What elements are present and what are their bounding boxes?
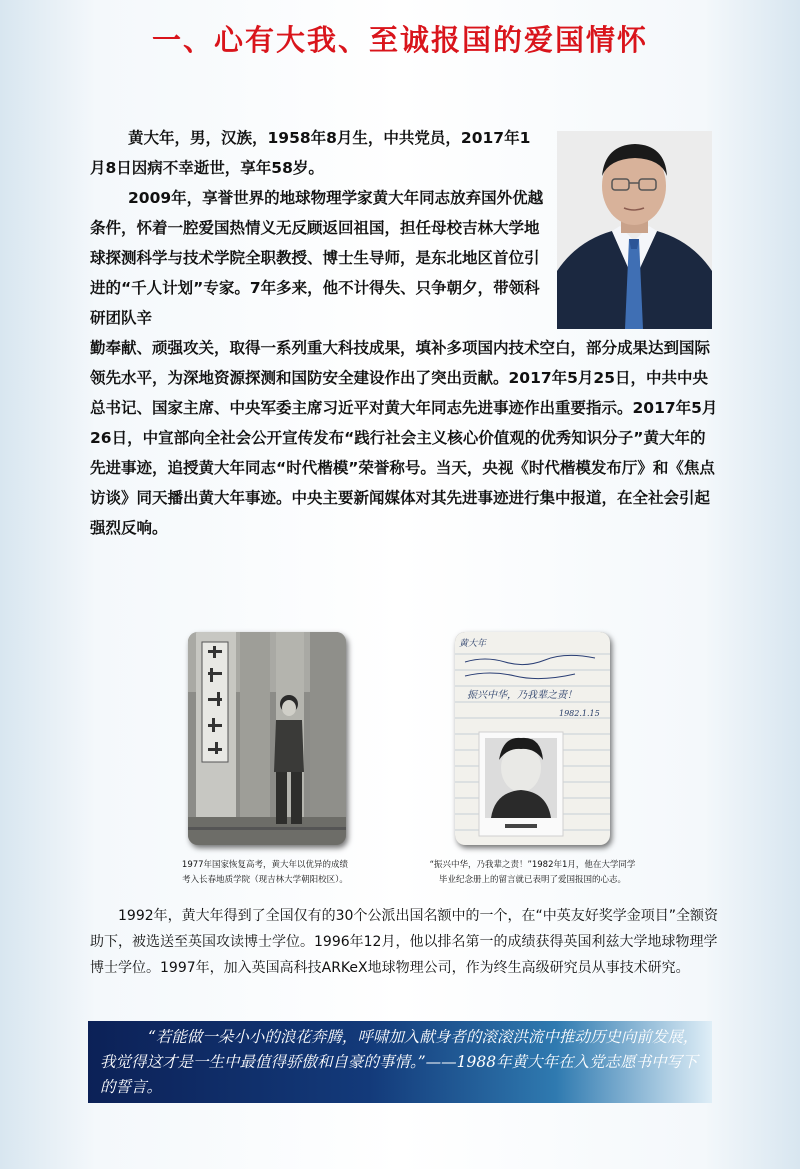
paragraph-2009-part2: 勤奉献、顽强攻关，取得一系列重大科技成果，填补多项国内技术空白，部分成果达到国际领先水平，为深地资源探测和国防安全建设作出了突出贡献。2017年5月25日，中共中央总书记、国家主席、中央军委主席习近平对黄大年同志先进事迹作出重要指示。2017年5月26日，中宣部向全社会公开宣传发布“践行社会主义核心价值观的优秀知识分子”黄大年的先进事迹，追授黄大年同志“时代楷模”荣誉称号。当天，央视《时代楷模发布厅》和《焦点访谈》同天播出黄大年事迹。中央主要新闻媒体对其先进事迹进行集中报道，在全社会引起强烈反响。	[90, 339, 718, 537]
caption-left-line1: 1977年国家恢复高考，黄大年以优异的成绩	[181, 860, 349, 870]
caption-left-line2: 考入长春地质学院（现吉林大学朝阳校区）。	[182, 875, 348, 885]
handwriting-motto: 振兴中华，乃我辈之责！	[467, 690, 577, 701]
quote-banner	[88, 1021, 712, 1103]
handwriting-date: 1982.1.15	[559, 709, 600, 718]
caption-right-line2: 毕业纪念册上的留言就已表明了爱国报国的心志。	[438, 875, 626, 885]
intro-paragraph: 黄大年，男，汉族，1958年8月生，中共党员，2017年1月8日因病不幸逝世，享年58岁。	[90, 129, 531, 177]
paragraph-1992: 1992年，黄大年得到了全国仅有的30个公派出国名额中的一个，在“中英友好奖学金项目”全额资助下，被选送至英国攻读博士学位。1996年12月，他以排名第一的成绩获得英国利兹大学地球物理学博士学位。1997年，加入英国高科技ARKeX地球物理公司，作为终生高级研究员从事技术研究。	[90, 908, 718, 976]
section-title: 一、心有大我、至诚报国的爱国情怀	[151, 23, 648, 57]
photo-college-entrance	[188, 632, 346, 845]
paragraph-2009-part1: 2009年，享誉世界的地球物理学家黄大年同志放弃国外优越条件，怀着一腔爱国热情义无反顾返回祖国，担任母校吉林大学地球探测科学与技术学院全职教授、博士生导师，是东北地区首位引进的“千人计划”专家。7年多来，他不计得失、只争朝夕，带领科研团队辛	[90, 189, 544, 327]
caption-right-line1: “振兴中华，乃我辈之责！”1982年1月，他在大学同学	[429, 860, 636, 870]
portrait-photo	[557, 131, 712, 329]
caption-right	[400, 858, 665, 888]
photo-yearbook-message	[455, 632, 610, 845]
caption-left	[150, 858, 380, 888]
handwriting-name: 黄大年	[459, 639, 487, 649]
quote-text: “若能做一朵小小的浪花奔腾，呼啸加入献身者的滚滚洪流中推动历史向前发展，我觉得这才是一生中最值得骄傲和自豪的事情。”——1988年黄大年在入党志愿书中写下的誓言。	[100, 1028, 699, 1096]
